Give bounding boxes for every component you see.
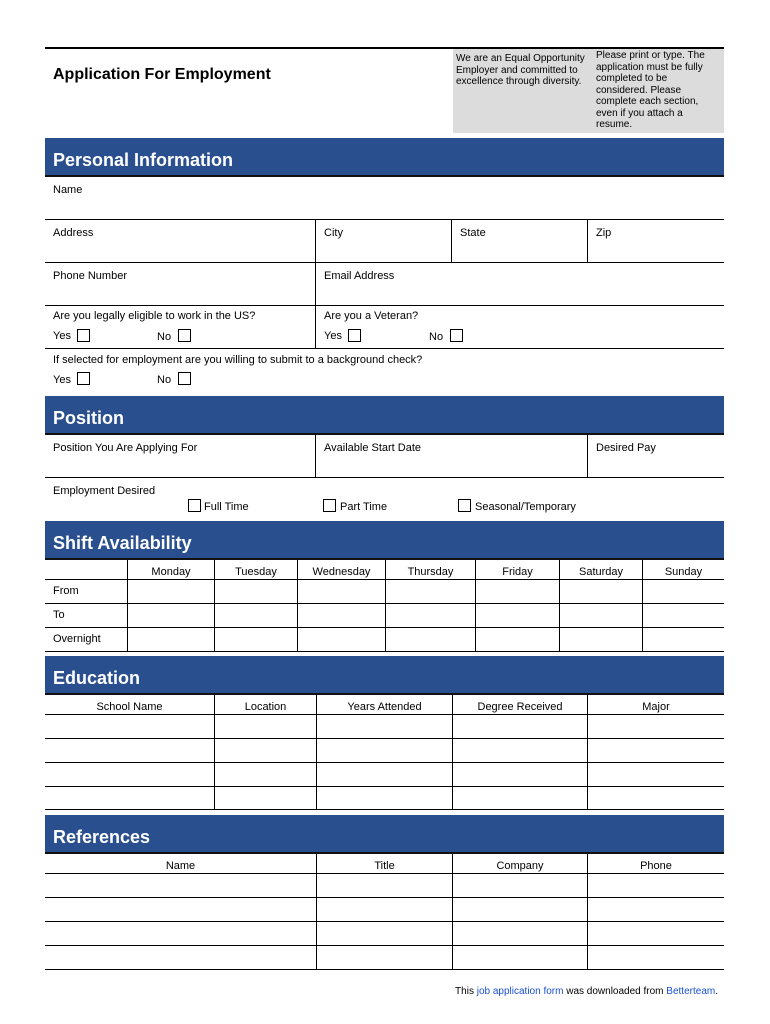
references-table (45, 854, 724, 970)
eeo-statement: We are an Equal Opportunity Employer and committed to excellence through diversity. (456, 53, 585, 87)
name-label: Name (53, 184, 83, 196)
email-field[interactable] (316, 263, 724, 305)
phone-label: Phone Number (53, 270, 127, 282)
education-heading: Education (53, 668, 141, 688)
part-time-checkbox[interactable] (323, 499, 336, 512)
shift-day-header: Friday (502, 566, 533, 578)
veteran-no-label: No (429, 331, 444, 343)
employment-desired-label: Employment Desired (53, 485, 156, 497)
start-date-field[interactable] (316, 435, 587, 477)
veteran-yes-checkbox[interactable] (348, 329, 361, 342)
seasonal-label: Seasonal/Temporary (475, 501, 576, 513)
eligible-yes-label: Yes (53, 330, 71, 342)
shift-row-label: To (53, 609, 65, 621)
shift-day-header: Wednesday (312, 566, 371, 578)
eligible-question: Are you legally eligible to work in the US? (53, 310, 256, 322)
shift-day-header: Sunday (664, 566, 703, 578)
references-col-header: Name (165, 860, 196, 872)
position-heading: Position (53, 408, 124, 428)
start-date-label: Available Start Date (324, 442, 422, 454)
betterteam-link[interactable]: Betterteam (666, 986, 716, 997)
page-title: Application For Employment (53, 66, 271, 83)
instructions: Please print or type. The application must be fully completed to be considered. Please complete each section, even if you attach a resume. (596, 50, 705, 130)
seasonal-checkbox[interactable] (458, 499, 471, 512)
footer-note: This job application form was downloaded from Betterteam. (455, 986, 718, 997)
eligible-no-checkbox[interactable] (178, 329, 191, 342)
education-col-header: Years Attended (347, 701, 422, 713)
background-yes-label: Yes (53, 374, 71, 386)
references-header (45, 815, 724, 854)
personal-info-header (45, 138, 724, 177)
education-table (45, 695, 724, 810)
references-col-header: Title (374, 860, 395, 872)
education-col-header: Location (244, 701, 287, 713)
state-label: State (460, 227, 486, 239)
shift-day-header: Thursday (407, 566, 454, 578)
address-label: Address (53, 227, 94, 239)
phone-field[interactable] (45, 263, 315, 305)
job-application-form-link[interactable]: job application form (476, 986, 564, 997)
background-no-checkbox[interactable] (178, 372, 191, 385)
email-label: Email Address (324, 270, 395, 282)
background-no-label: No (157, 374, 172, 386)
shift-row-label: From (53, 585, 79, 597)
education-col-header: Major (642, 701, 670, 713)
shift-day-header: Monday (151, 566, 191, 578)
full-time-checkbox[interactable] (188, 499, 201, 512)
part-time-label: Part Time (340, 501, 388, 513)
state-field[interactable] (452, 220, 587, 262)
education-col-header: Degree Received (477, 701, 563, 713)
shift-day-header: Tuesday (235, 566, 277, 578)
zip-field[interactable] (588, 220, 724, 262)
city-label: City (324, 227, 343, 239)
full-time-label: Full Time (204, 501, 249, 513)
eligible-yes-checkbox[interactable] (77, 329, 90, 342)
zip-label: Zip (596, 227, 612, 239)
applying-for-label: Position You Are Applying For (53, 442, 198, 454)
personal-info-heading: Personal Information (53, 150, 234, 170)
education-header (45, 656, 724, 695)
shift-row-label: Overnight (53, 633, 101, 645)
shift-table (45, 560, 724, 652)
city-field[interactable] (316, 220, 451, 262)
applying-for-field[interactable] (45, 435, 315, 477)
shift-day-header: Saturday (578, 566, 624, 578)
veteran-no-checkbox[interactable] (450, 329, 463, 342)
references-heading: References (53, 827, 151, 847)
shift-header (45, 521, 724, 560)
veteran-yes-label: Yes (324, 330, 342, 342)
shift-heading: Shift Availability (53, 533, 192, 553)
background-yes-checkbox[interactable] (77, 372, 90, 385)
veteran-question: Are you a Veteran? (324, 310, 419, 322)
name-field[interactable] (45, 177, 724, 219)
desired-pay-field[interactable] (588, 435, 724, 477)
background-question: If selected for employment are you willing to submit to a background check? (53, 354, 423, 366)
address-field[interactable] (45, 220, 315, 262)
position-header (45, 396, 724, 435)
references-col-header: Phone (640, 860, 672, 872)
education-col-header: School Name (96, 701, 163, 713)
eligible-no-label: No (157, 331, 172, 343)
references-col-header: Company (496, 860, 544, 872)
desired-pay-label: Desired Pay (596, 442, 656, 454)
